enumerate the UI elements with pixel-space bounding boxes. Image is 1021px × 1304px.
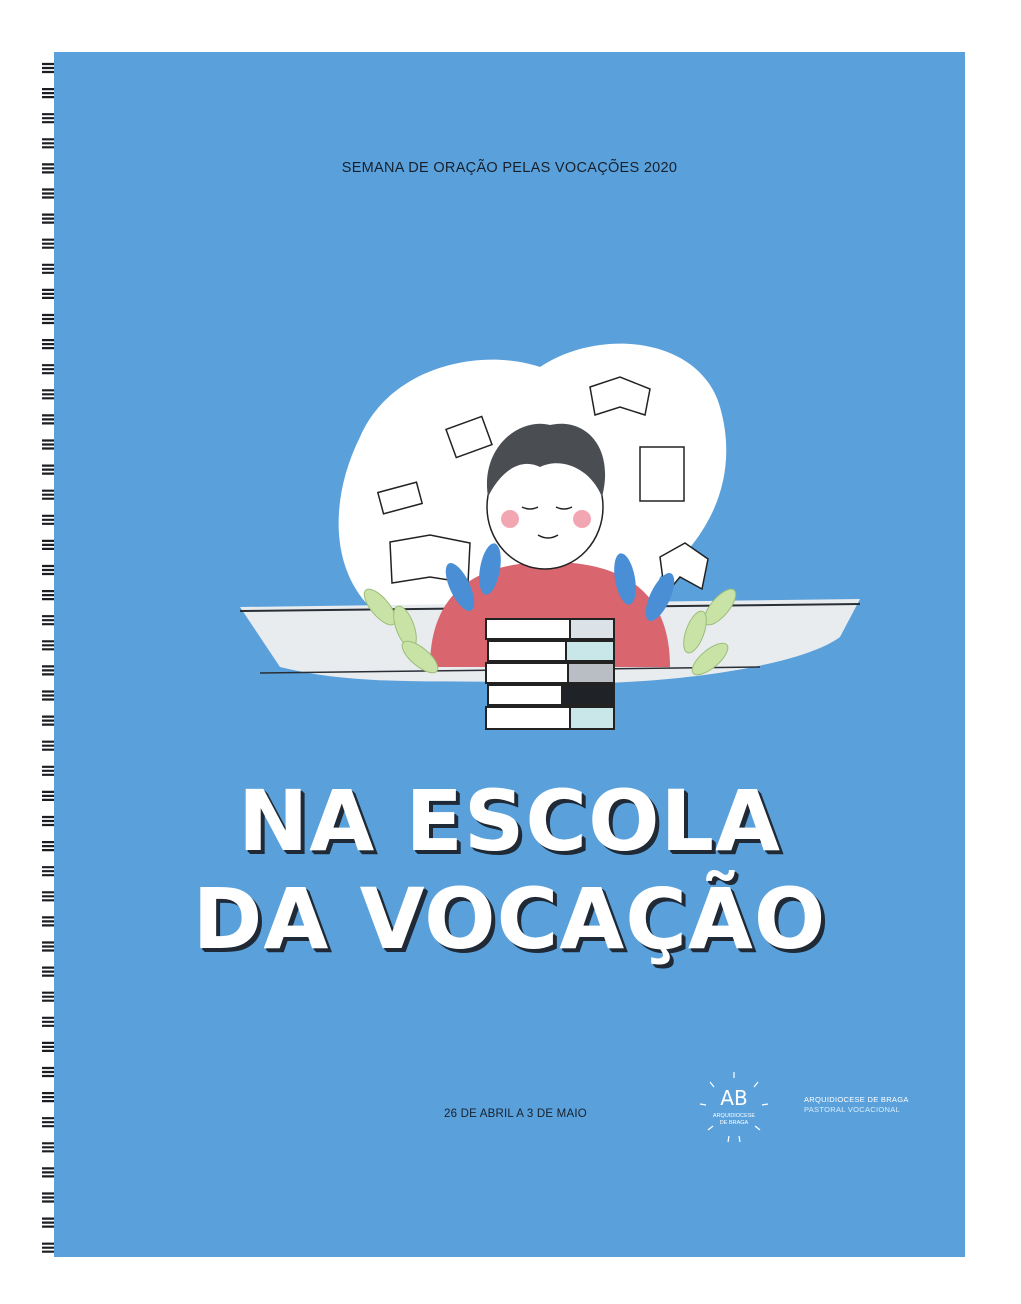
title-line-1: NA ESCOLA [237, 772, 782, 870]
archdiocese-logo-icon [694, 1068, 774, 1148]
title-line-2: DA VOCAÇÃO [192, 870, 827, 968]
org-department: PASTORAL VOCACIONAL [804, 1105, 901, 1114]
svg-text:DE BRAGA: DE BRAGA [719, 1120, 749, 1126]
svg-text:ARQUIDIOCESE: ARQUIDIOCESE [712, 1113, 756, 1119]
event-dates: 26 DE ABRIL A 3 DE MAIO [444, 1108, 587, 1120]
cover-title [54, 772, 965, 968]
event-title: SEMANA DE ORAÇÃO PELAS VOCAÇÕES 2020 [341, 160, 678, 176]
cover [54, 52, 965, 1257]
svg-text:AB: AB [720, 1086, 748, 1110]
boy-reading-with-books-icon [240, 307, 860, 737]
org-name: ARQUIDIOCESE DE BRAGA [804, 1095, 909, 1104]
organization [804, 1095, 909, 1115]
